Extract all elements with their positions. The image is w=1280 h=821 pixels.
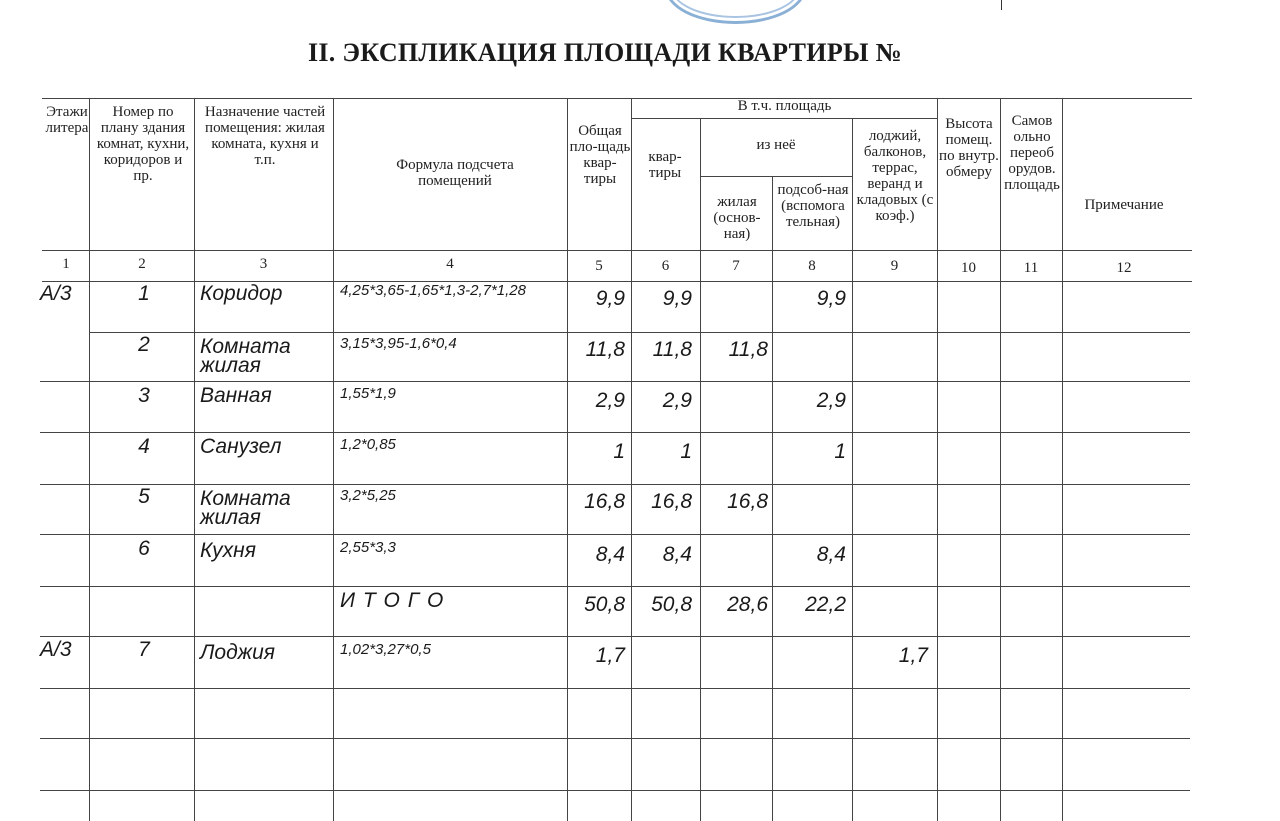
cell-formula: 3,2*5,25 <box>340 487 396 504</box>
header-height: Высота помещ. по внутр. обмеру <box>939 116 999 180</box>
cell-total-area: 11,8 <box>585 338 625 361</box>
table-top-border <box>42 98 1192 99</box>
cell-apartment-area: 11,8 <box>652 338 692 361</box>
col-divider-1 <box>89 98 90 821</box>
col-divider-3 <box>333 98 334 821</box>
column-number: 7 <box>732 258 740 274</box>
cell-total-area: 9,9 <box>595 287 625 310</box>
cell-formula: 2,55*3,3 <box>340 539 396 556</box>
document-title: II. ЭКСПЛИКАЦИЯ ПЛОЩАДИ КВАРТИРЫ № <box>307 38 903 67</box>
column-number: 12 <box>1116 260 1132 276</box>
row-line-6 <box>40 586 1190 587</box>
column-number: 9 <box>890 258 899 274</box>
cell-auxiliary-area: 2,9 <box>816 389 846 412</box>
cell-room-name: Санузел <box>200 435 282 458</box>
header-floor: Этажи литера <box>45 104 89 136</box>
column-number: 1 <box>62 256 70 272</box>
row-line-5 <box>40 534 1190 535</box>
cell-total-area: 50,8 <box>584 593 625 616</box>
row-line-4 <box>40 484 1190 485</box>
cell-floor: А/3 <box>40 282 72 305</box>
cell-room-number: 3 <box>138 384 150 407</box>
col-divider-10 <box>1000 98 1001 821</box>
cell-room-name: Кухня <box>200 539 256 562</box>
cell-total-area: 16,8 <box>584 490 625 513</box>
col-divider-2 <box>194 98 195 821</box>
row-line-8 <box>40 688 1190 689</box>
col-divider-6 <box>700 118 701 821</box>
cell-room-number: 7 <box>138 638 150 661</box>
header-bottom-line <box>42 250 1192 251</box>
cell-room-number: 1 <box>138 282 150 305</box>
cell-living-area: 16,8 <box>727 490 768 513</box>
cell-formula: 1,02*3,27*0,5 <box>340 641 431 658</box>
subgroup-header-line <box>700 176 852 177</box>
cell-auxiliary-area: 22,2 <box>805 593 846 616</box>
cell-room-name: Комната жилая <box>200 487 291 529</box>
cell-floor: А/3 <box>40 638 72 661</box>
cell-room-name: Ванная <box>200 384 272 407</box>
header-apartment: квар-тиры <box>648 149 682 181</box>
header-unauthorized-area: Самов ольно переоб орудов. площадь <box>1004 113 1060 193</box>
cell-apartment-area: 8,4 <box>662 543 692 566</box>
col-divider-9 <box>937 98 938 821</box>
column-number: 10 <box>961 260 976 276</box>
cell-formula: 1,2*0,85 <box>340 436 396 453</box>
header-purpose: Назначение частей помещения: жилая комната, кухня и т.п. <box>204 104 326 168</box>
column-number: 3 <box>259 256 268 272</box>
header-notes: Примечание <box>1084 197 1164 213</box>
cell-room-number: 4 <box>138 435 150 458</box>
row-line-2 <box>40 381 1190 382</box>
cell-room-name: Коридор <box>200 282 283 305</box>
row-line-1 <box>90 332 1190 333</box>
row-line-9 <box>40 738 1190 739</box>
cell-formula: 3,15*3,95-1,6*0,4 <box>340 335 457 352</box>
column-number: 4 <box>446 256 454 272</box>
cell-living-area: 28,6 <box>727 593 768 616</box>
header-total-area: Общая пло-щадь квар-тиры <box>569 123 631 187</box>
cell-apartment-area: 1 <box>680 440 692 463</box>
header-of-it: из неё <box>756 137 796 153</box>
cell-total-area: 1 <box>613 440 625 463</box>
column-number: 5 <box>595 258 603 274</box>
column-number: 6 <box>661 258 670 274</box>
cell-apartment-area: 50,8 <box>651 593 692 616</box>
column-number: 11 <box>1023 260 1039 276</box>
cell-apartment-area: 9,9 <box>662 287 692 310</box>
row-line-7 <box>40 636 1190 637</box>
header-loggias: лоджий, балконов, террас, веранд и кладовых (с коэф.) <box>856 128 934 224</box>
column-number: 2 <box>138 256 146 272</box>
cell-room-name: Лоджия <box>200 641 276 664</box>
cell-formula: 4,25*3,65-1,65*1,3-2,7*1,28 <box>340 282 526 299</box>
total-label: И Т О Г О <box>340 589 445 612</box>
cell-room-number: 2 <box>138 333 150 356</box>
header-formula: Формула подсчета помещений <box>396 157 514 189</box>
cell-auxiliary-area: 1 <box>834 440 846 463</box>
column-number: 8 <box>808 258 816 274</box>
cell-room-number: 5 <box>138 485 150 508</box>
cell-total-area: 8,4 <box>595 543 625 566</box>
cell-auxiliary-area: 8,4 <box>816 543 846 566</box>
cell-apartment-area: 2,9 <box>662 389 692 412</box>
cell-room-name: Комната жилая <box>200 335 291 377</box>
group-header-line <box>631 118 938 119</box>
cell-formula: 1,55*1,9 <box>340 385 396 402</box>
cell-living-area: 11,8 <box>728 338 768 361</box>
cell-total-area: 2,9 <box>595 389 625 412</box>
cell-loggia-area: 1,7 <box>898 644 928 667</box>
cell-room-number: 6 <box>138 537 150 560</box>
row-line-10 <box>40 790 1190 791</box>
cell-total-area: 1,7 <box>595 644 625 667</box>
header-living: жилая (основ-ная) <box>713 194 761 242</box>
cell-auxiliary-area: 9,9 <box>816 287 846 310</box>
header-auxiliary: подсоб-ная (вспомога тельная) <box>777 182 849 230</box>
row-line-3 <box>40 432 1190 433</box>
header-group: В т.ч. площадь <box>737 98 832 114</box>
header-room-number: Номер по плану здания комнат, кухни, коридоров и пр. <box>96 104 190 184</box>
cell-apartment-area: 16,8 <box>651 490 692 513</box>
